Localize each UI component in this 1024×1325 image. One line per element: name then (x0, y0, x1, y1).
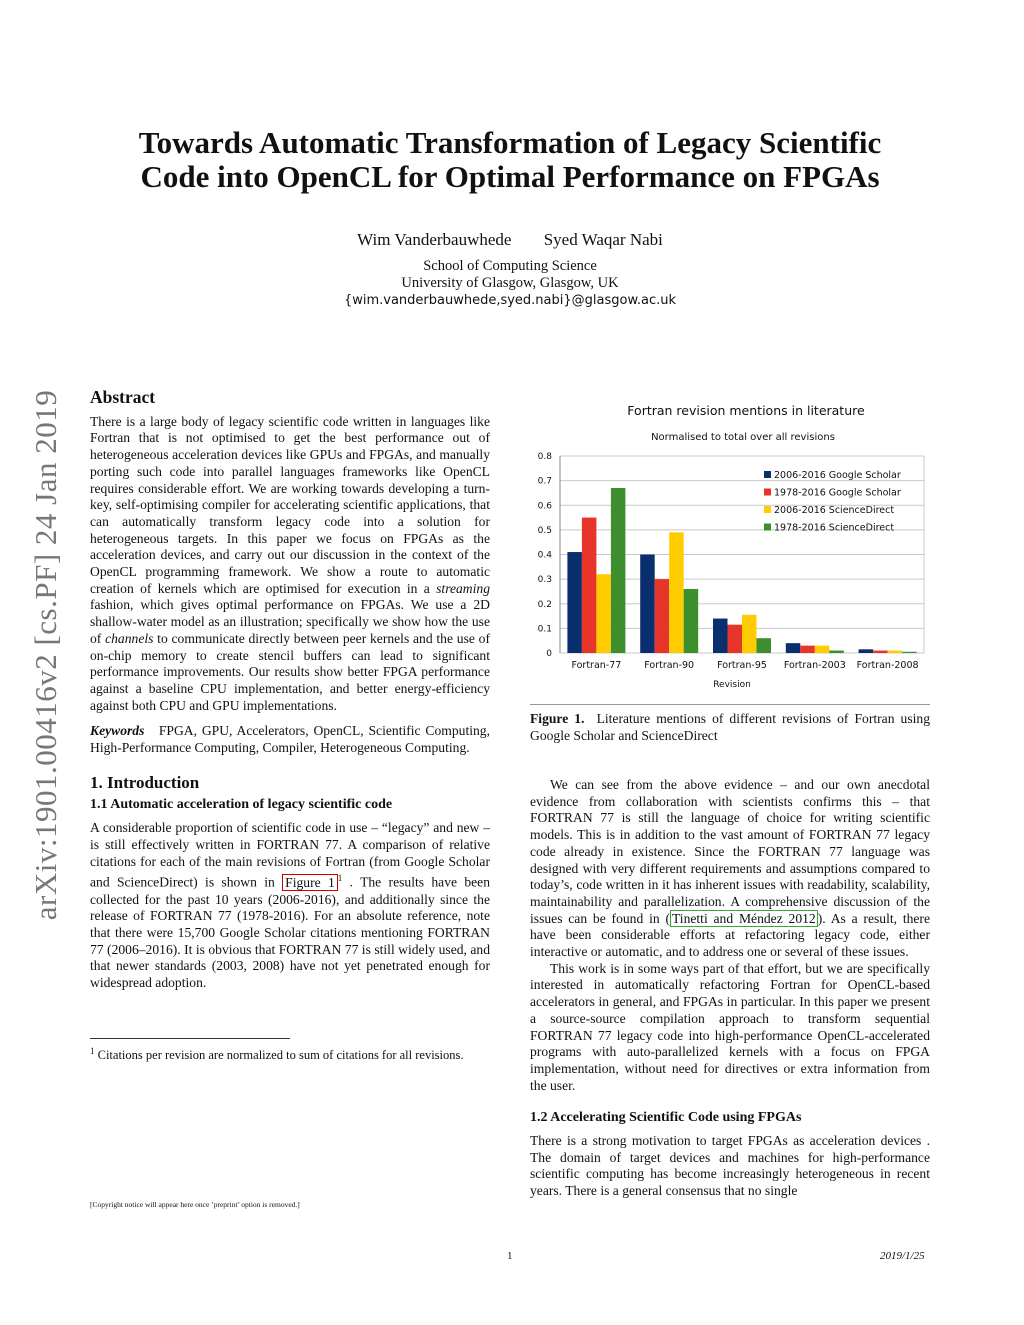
y-tick-label: 0.3 (537, 575, 552, 586)
abstract-heading: Abstract (90, 387, 156, 407)
abstract-em-streaming: streaming (436, 580, 490, 596)
intro-text-b: . The results have been collected for the past 10 years (2006-2016), and additionally since the release of FORTRAN 77 (1978-2016). For an absolute reference, note that there were 15,700 Google Scholar citations mentioning FORTRAN 77 (2006–2016). It is obvious that FORTRAN 77 is still widely used, and that newer standards (2003, 2008) have not yet penetrated enough for widespread adoption. (90, 874, 491, 991)
legend-swatch (764, 489, 771, 496)
right-paragraph-3: There is a strong motivation to target FPGAs as acceleration devices . The domain of target devices and machines for high-performance scientific computing has become increasingly heterogeneous in recent years. There is a general consensus that no single (530, 1133, 930, 1199)
bar (902, 652, 917, 653)
x-tick-label: Fortran-77 (571, 660, 622, 671)
bar (786, 643, 801, 653)
bar (873, 651, 888, 653)
page-date: 2019/1/25 (880, 1250, 925, 1262)
keywords-label: Keywords (90, 723, 145, 739)
abstract-em-channels: channels (105, 630, 154, 646)
chart-legend (764, 470, 901, 534)
affil-line-1: School of Computing Science (423, 258, 597, 274)
y-tick-label: 0.2 (537, 599, 552, 610)
footnote-rule (90, 1038, 290, 1039)
bar (815, 646, 830, 653)
chart-x-label: Revision (713, 680, 751, 690)
bar (859, 649, 874, 653)
right-p1-text-b: ). As a result, there have been considerable efforts at refactoring legacy code, either interactive or automatic, and to address one or several of these issues. (530, 910, 930, 960)
title-line-2: Code into OpenCL for Optimal Performance on FPGAs (140, 159, 880, 194)
authors (90, 230, 930, 250)
y-tick-label: 0.6 (537, 501, 552, 512)
caption-label: Figure 1. (530, 711, 585, 726)
y-tick-label: 0.1 (537, 624, 552, 635)
bar (800, 646, 815, 653)
figure-1-chart (520, 398, 940, 698)
right-column-text (530, 777, 930, 1200)
footnote-text: Citations per revision are normalized to sum of citations for all revisions. (97, 1048, 464, 1063)
legend-label: 1978-2016 Google Scholar (774, 487, 901, 499)
bar (742, 615, 757, 653)
bar (655, 579, 670, 653)
section-introduction-heading: 1. Introduction (90, 772, 200, 792)
author-email: {wim.vanderbauwhede,syed.nabi}@glasgow.ac.uk (343, 293, 677, 308)
y-tick-label: 0.4 (537, 550, 552, 561)
bar (888, 651, 903, 653)
right-paragraph-2: This work is in some ways part of that effort, but we are specifically interested in automatically refactoring Fortran for OpenCL-based accelerators in general, and FPGAs in particular. In this paper we present a source-source compilation approach to transform sequential FORTRAN 77 legacy code into high-performance OpenCL-accelerated programs with auto-parallelized kernels with a focus on FPGA implementation, without need for directives or extra information from the user. (530, 960, 930, 1093)
author-1: Wim Vanderbauwhede (357, 230, 512, 249)
chart-x-ticks (571, 660, 918, 671)
y-tick-label: 0 (546, 649, 552, 659)
legend-label: 2006-2016 ScienceDirect (774, 505, 895, 516)
page-number: 1 (507, 1250, 513, 1262)
footnote-mark: 1 (90, 1046, 95, 1056)
y-tick-label: 0.5 (537, 525, 552, 536)
affil-line-2: University of Glasgow, Glasgow, UK (401, 275, 619, 291)
keywords (90, 723, 490, 756)
chart-svg (520, 398, 940, 698)
intro-paragraph (90, 820, 490, 992)
subsection-1-2-heading: 1.2 Accelerating Scientific Code using FPGAs (530, 1110, 802, 1126)
x-tick-label: Fortran-95 (717, 660, 767, 671)
title-line-1: Towards Automatic Transformation of Legacy Scientific (138, 125, 882, 160)
bar (684, 589, 699, 653)
caption-text: Literature mentions of different revisions of Fortran using Google Scholar and ScienceDirect (530, 711, 931, 743)
figure-1-caption (530, 711, 930, 744)
bar (669, 532, 684, 653)
legend-swatch (764, 471, 771, 478)
right-p1-text-a: We can see from the above evidence – and our own anecdotal evidence from collaboration with scientists confirms this – that FORTRAN 77 is still the language of choice for writing scientific models. This is in addition to the vast amount of FORTRAN 77 legacy code already in existence. Since the FORTRAN 77 language was designed with very different requirements and assumptions compared to today’s, code written in it has inherent issues with readability, scalability, maintainability and parallelization. A comprehensive discussion of the issues can be found in ( (530, 777, 930, 926)
bar (829, 651, 844, 653)
legend-label: 2006-2016 Google Scholar (774, 470, 901, 481)
copyright-notice: [Copyright notice will appear here once ’preprint’ option is removed.] (90, 1200, 300, 1209)
affiliation (90, 258, 930, 309)
footnote (90, 1043, 490, 1064)
bar (713, 619, 728, 653)
author-2: Syed Waqar Nabi (543, 230, 663, 249)
arxiv-sidebar (26, 370, 66, 940)
bar (582, 518, 597, 653)
bar (757, 638, 772, 653)
figure-rule (530, 704, 930, 705)
legend-label: 1978-2016 ScienceDirect (774, 522, 895, 534)
intro-text-a: A considerable proportion of scientific code in use – “legacy” and new – is still effectively written in FORTRAN 77. A comparison of relative citations for each of the main revisions of Fortran (from Google Scholar and ScienceDirect) is shown in (90, 820, 490, 890)
keywords-text: FPGA, GPU, Accelerators, OpenCL, Scientific Computing, High-Performance Computing, Compiler, Heterogeneous Computing. (90, 723, 490, 756)
bar (728, 625, 743, 653)
chart-subtitle: Normalised to total over all revisions (651, 432, 835, 443)
legend-swatch (764, 506, 771, 513)
abstract-text (90, 414, 490, 715)
abstract-text-c: to communicate directly between peer kernels and the use of on-chip memory to create stencil buffers can lead to significant performance improvements. Our results show better FPGA performance against a baseline CPU implementation, and better energy-efficiency against both CPU and GPU implementations. (90, 630, 490, 713)
bar (596, 574, 611, 653)
arxiv-id: arXiv:1901.00416v2 [cs.PF] 24 Jan 2019 (28, 389, 63, 921)
x-tick-label: Fortran-2003 (783, 660, 846, 671)
bar (640, 555, 655, 654)
footnote-ref[interactable]: 1 (337, 873, 343, 884)
right-paragraph-1 (530, 777, 930, 961)
y-tick-label: 0.8 (537, 452, 552, 462)
bar (611, 488, 626, 653)
legend-swatch (764, 524, 771, 531)
x-tick-label: Fortran-90 (644, 660, 695, 671)
abstract-text-b: fashion, which gives optimal performance on FPGAs. We use a 2D shallow-water model as an illustration; specifically we show how the use of (90, 597, 490, 646)
figure-1-link[interactable]: Figure 1 (282, 874, 338, 891)
chart-title: Fortran revision mentions in literature (627, 403, 865, 418)
abstract-section (90, 389, 490, 992)
citation-tinetti-link[interactable]: Tinetti and Méndez 2012 (671, 910, 816, 926)
paper-title (90, 126, 930, 194)
bar (567, 552, 582, 653)
abstract-text-a: There is a large body of legacy scientific code written in languages like Fortran that is not optimised to get the best performance out of heterogeneous acceleration devices like GPUs and FPGAs, and manually porting such code into parallel languages frameworks like OpenCL requires considerable effort. We are working towards developing a turn-key, self-optimising compiler for accelerating scientific applications, that can automatically transform legacy code into a solution for heterogeneous targets. In this paper we focus on FPGAs as the acceleration devices, and carry out our discussion in the context of the OpenCL programming framework. We show a route to automatic creation of kernels which are optimised for execution in a (90, 413, 490, 596)
x-tick-label: Fortran-2008 (856, 660, 919, 671)
subsection-1-1-heading: 1.1 Automatic acceleration of legacy scientific code (90, 797, 393, 813)
y-tick-label: 0.7 (537, 476, 552, 487)
